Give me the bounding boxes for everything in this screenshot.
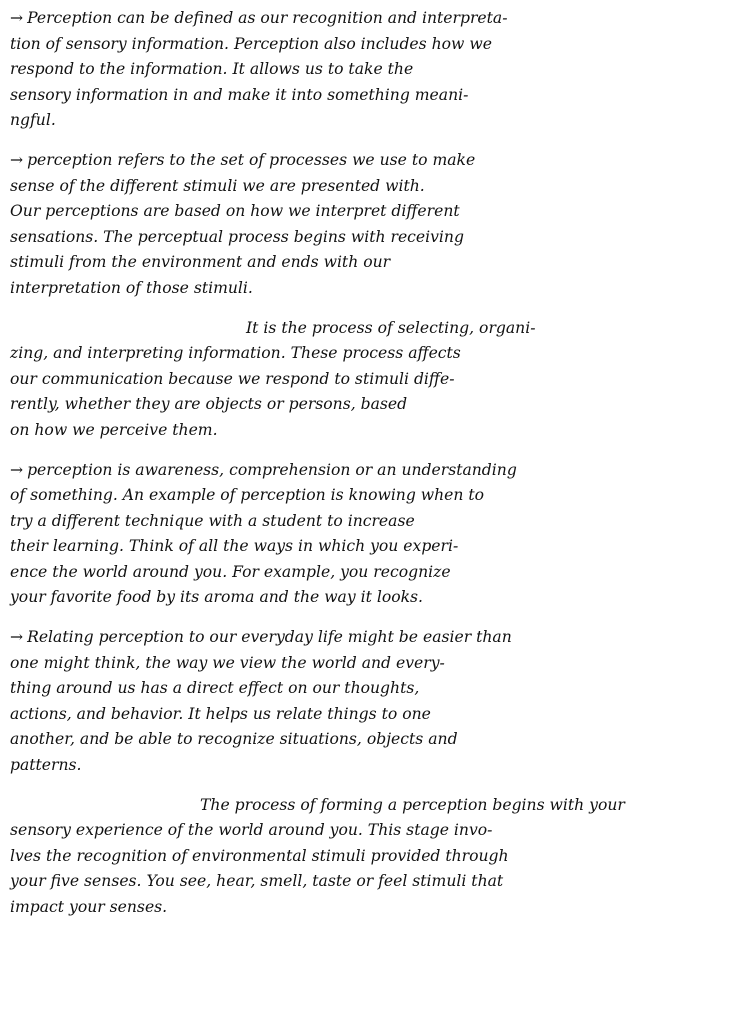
paragraph-awareness xyxy=(10,458,722,612)
text-line: stimuli from the environment and ends with our xyxy=(10,253,391,272)
text-line: sense of the different stimuli we are presented with. xyxy=(10,176,425,195)
text-line: try a different technique with a student to increase xyxy=(10,511,415,530)
text-line: sensory experience of the world around you. This stage invo- xyxy=(10,821,493,840)
text-line: impact your senses. xyxy=(10,898,168,916)
text-line: respond to the information. It allows us to take the xyxy=(10,60,414,79)
text-line: It is the process of selecting, organi- xyxy=(246,318,536,337)
text-line: patterns. xyxy=(10,756,82,775)
text-line: lves the recognition of environmental stimuli provided through xyxy=(10,846,509,865)
text-line: → perception refers to the set of processes we use to make xyxy=(10,150,476,169)
paragraph-everyday-life xyxy=(10,625,722,779)
text-line: tion of sensory information. Perception also includes how we xyxy=(10,34,492,53)
text-line: Our perceptions are based on how we interpret different xyxy=(10,202,460,221)
text-line: sensory information in and make it into something meani- xyxy=(10,85,469,104)
text-line: another, and be able to recognize situations, objects and xyxy=(10,730,458,749)
text-line: ngful. xyxy=(10,111,56,130)
arrow-bullet: → xyxy=(10,150,24,169)
paragraph-forming-perception xyxy=(10,793,722,921)
arrow-bullet: → xyxy=(10,628,24,647)
paragraph-selecting xyxy=(10,316,722,444)
text-line: → Perception can be defined as our recognition and interpreta- xyxy=(10,9,508,27)
text-line: one might think, the way we view the world and every- xyxy=(10,653,445,672)
text-line: The process of forming a perception begins with your xyxy=(200,795,625,814)
text-line: interpretation of those stimuli. xyxy=(10,278,253,297)
paragraph-definition xyxy=(10,6,722,134)
paragraph-processes xyxy=(10,148,722,302)
text-line: → perception is awareness, comprehension or an understanding xyxy=(10,460,517,479)
text-line: rently, whether they are objects or persons, based xyxy=(10,395,408,414)
text-line: your five senses. You see, hear, smell, taste or feel stimuli that xyxy=(10,872,504,891)
text-line: ence the world around you. For example, you recognize xyxy=(10,562,451,581)
text-line: actions, and behavior. It helps us relate things to one xyxy=(10,704,431,723)
text-line: your favorite food by its aroma and the way it looks. xyxy=(10,588,424,607)
text-line: of something. An example of perception is knowing when to xyxy=(10,486,485,505)
text-line: their learning. Think of all the ways in which you experi- xyxy=(10,537,459,556)
text-line: our communication because we respond to stimuli diffe- xyxy=(10,369,455,388)
text-line: zing, and interpreting information. These process affects xyxy=(10,344,461,363)
arrow-bullet: → xyxy=(10,460,24,479)
arrow-bullet: → xyxy=(10,9,24,27)
text-line: on how we perceive them. xyxy=(10,420,218,439)
text-line: sensations. The perceptual process begins with receiving xyxy=(10,227,464,246)
text-line: thing around us has a direct effect on our thoughts, xyxy=(10,679,420,698)
text-line: → Relating perception to our everyday life might be easier than xyxy=(10,628,512,647)
